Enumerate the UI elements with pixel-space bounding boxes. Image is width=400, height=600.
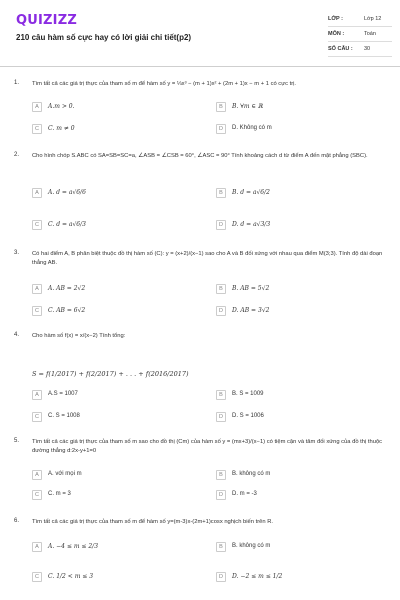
- meta-underline: [328, 26, 392, 27]
- option-d[interactable]: [216, 304, 386, 318]
- meta-value: Lớp 12: [364, 16, 382, 22]
- option-text: C. 1/2 < m ≤ 3: [48, 573, 94, 580]
- option-d[interactable]: [216, 218, 386, 232]
- meta-underline: [328, 56, 392, 57]
- option-letter-box: B: [216, 102, 226, 112]
- option-c[interactable]: [32, 122, 202, 136]
- meta-key: SỐ CÂU :: [328, 46, 353, 52]
- option-letter-box: C: [32, 220, 42, 230]
- option-letter-box: C: [32, 490, 42, 500]
- meta-value: Toán: [364, 31, 376, 37]
- option-letter-box: D: [216, 306, 226, 316]
- option-text: B. S = 1009: [232, 391, 264, 397]
- option-d[interactable]: [216, 410, 386, 424]
- option-b[interactable]: [216, 388, 386, 402]
- option-text: D. AB = 3√2: [232, 307, 270, 314]
- option-b[interactable]: [216, 540, 386, 554]
- option-text: D. −2 ≤ m ≤ 1/2: [232, 573, 283, 580]
- option-c[interactable]: [32, 570, 202, 584]
- option-text: C. AB = 6√2: [48, 307, 86, 314]
- option-text: D. d = a√3/3: [232, 221, 271, 228]
- option-letter-box: C: [32, 124, 42, 134]
- meta-key: LỚP :: [328, 16, 343, 22]
- option-letter-box: B: [216, 542, 226, 552]
- option-letter-box: A: [32, 470, 42, 480]
- option-letter-box: A: [32, 390, 42, 400]
- question-text: Tìm tất cả các giá trị thực của tham số m để hàm số y = ⅓x³ − (m + 1)x² + (2m + 1)x − m + 1 có cực trị.: [32, 81, 297, 87]
- option-letter-box: C: [32, 412, 42, 422]
- header-divider: [0, 66, 400, 67]
- option-text: D. S = 1006: [232, 413, 264, 419]
- question-text: Có hai điểm A, B phân biệt thuộc đồ thị hàm số (C): y = (x+2)/(x−1) sao cho A và B đối xứng với nhau qua điểm M(3;3). Tính độ dài đoạn thẳng AB.: [32, 251, 383, 266]
- option-b[interactable]: [216, 100, 386, 114]
- option-letter-box: A: [32, 188, 42, 198]
- option-letter-box: A: [32, 102, 42, 112]
- option-letter-box: D: [216, 124, 226, 134]
- question-number: 4.: [14, 332, 20, 338]
- page-title: 210 câu hàm số cực hay có lời giải chi tiết(p2): [16, 33, 192, 42]
- option-letter-box: D: [216, 572, 226, 582]
- option-d[interactable]: [216, 570, 386, 584]
- quizizz-logo: QUIZIZZ: [16, 13, 77, 28]
- question-number: 1.: [14, 80, 20, 86]
- option-letter-box: C: [32, 572, 42, 582]
- option-b[interactable]: [216, 468, 386, 482]
- meta-key: MÔN :: [328, 31, 345, 37]
- option-a[interactable]: [32, 468, 202, 482]
- option-c[interactable]: [32, 488, 202, 502]
- option-d[interactable]: [216, 122, 386, 136]
- option-text: A. d = a√6/6: [48, 189, 86, 196]
- option-c[interactable]: [32, 410, 202, 424]
- option-letter-box: B: [216, 390, 226, 400]
- meta-value: 30: [364, 46, 371, 52]
- question-number: 2.: [14, 152, 20, 158]
- question-text: Cho hàm số f(x) = x/(x−2) Tính tổng:: [32, 333, 126, 339]
- option-b[interactable]: [216, 186, 386, 200]
- option-text: A.m > 0.: [48, 103, 75, 110]
- option-letter-box: A: [32, 542, 42, 552]
- question-text: Tìm tất cả các giá trị thực của tham số m sao cho đồ thị (Cm) của hàm số y = (mx+3)/(x−1) có tiệm cận và tâm đối xứng của đồ thị thuộc đường thẳng d:2x-y+1=0: [32, 439, 383, 454]
- option-text: B. AB = 5√2: [232, 285, 270, 292]
- option-text: C. d = a√6/3: [48, 221, 86, 228]
- question-number: 5.: [14, 438, 20, 444]
- question-number: 6.: [14, 518, 20, 524]
- option-text: C. S = 1008: [48, 413, 80, 419]
- option-text: B. ∀m ∈ ℝ: [232, 103, 263, 110]
- question-text: Cho hình chóp S.ABC có SA=SB=SC=a, ∠ASB = ∠CSB = 60°, ∠ASC = 90° Tính khoảng cách d từ điểm A đến mặt phẳng (SBC).: [32, 153, 368, 159]
- question-text: Tìm tất cả các giá trị thực của tham số m để hàm số y=(m-3)x-(2m+1)cosx nghịch biến trên R.: [32, 519, 273, 525]
- option-d[interactable]: [216, 488, 386, 502]
- option-a[interactable]: [32, 282, 202, 296]
- document-header: [0, 0, 400, 64]
- option-text: C. m = 3: [48, 491, 71, 497]
- option-letter-box: B: [216, 284, 226, 294]
- option-letter-box: D: [216, 220, 226, 230]
- option-text: C. m ≠ 0: [48, 125, 75, 132]
- option-a[interactable]: [32, 100, 202, 114]
- option-text: B. không có m: [232, 543, 271, 549]
- option-letter-box: D: [216, 412, 226, 422]
- option-c[interactable]: [32, 304, 202, 318]
- option-letter-box: C: [32, 306, 42, 316]
- option-text: B. d = a√6/2: [232, 189, 270, 196]
- option-text: A. AB = 2√2: [48, 285, 86, 292]
- option-text: D. Không có m: [232, 125, 272, 131]
- option-text: A.S = 1007: [48, 391, 78, 397]
- option-letter-box: B: [216, 470, 226, 480]
- option-letter-box: B: [216, 188, 226, 198]
- option-a[interactable]: [32, 186, 202, 200]
- option-letter-box: A: [32, 284, 42, 294]
- option-letter-box: D: [216, 490, 226, 500]
- option-text: A. −4 ≤ m ≤ 2/3: [48, 543, 99, 550]
- option-text: D. m = -3: [232, 491, 257, 497]
- option-text: B. không có m: [232, 471, 271, 477]
- option-a[interactable]: [32, 540, 202, 554]
- question-number: 3.: [14, 250, 20, 256]
- option-b[interactable]: [216, 282, 386, 296]
- meta-underline: [328, 41, 392, 42]
- option-c[interactable]: [32, 218, 202, 232]
- sum-formula: S = f(1/2017) + f(2/2017) + . . . + f(2016/2017): [32, 370, 189, 378]
- option-text: A. với mọi m: [48, 471, 82, 477]
- option-a[interactable]: [32, 388, 202, 402]
